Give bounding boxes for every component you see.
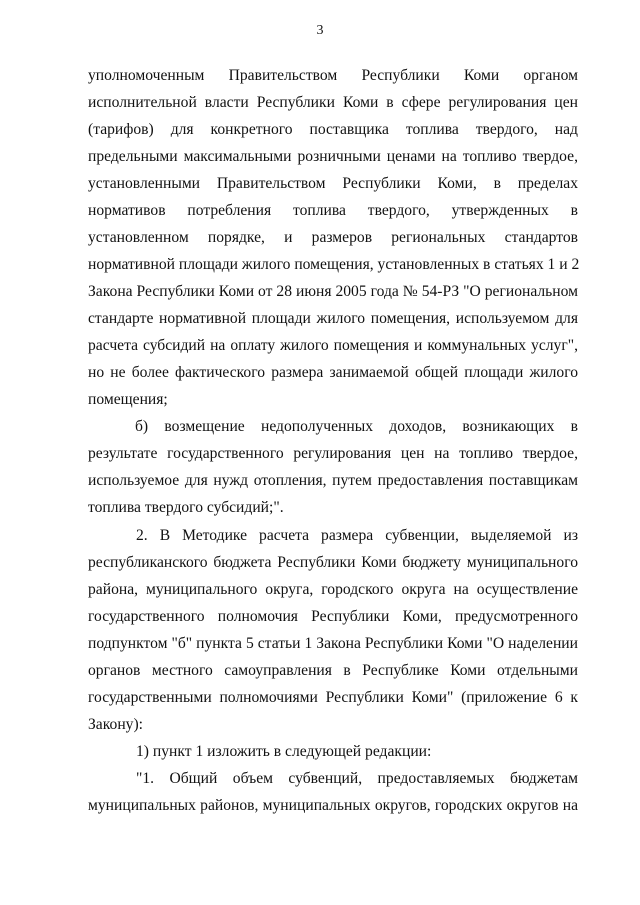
text-line: установленными Правительством Республики Коми, в пределах [88, 175, 578, 192]
text-line: подпунктом "б" пункта 5 статьи 1 Закона Республики Коми "О наделении [88, 635, 578, 652]
text-line: (тарифов) для конкретного поставщика топлива твердого, над [88, 121, 578, 138]
text-line: Закону): [88, 716, 143, 733]
text-line: топлива твердого субсидий;". [88, 499, 284, 516]
text-line: государственными полномочиями Республики Коми" (приложение 6 к [88, 689, 578, 706]
text-line: "1. Общий объем субвенций, предоставляемых бюджетам [136, 770, 578, 787]
text-line: предельными максимальными розничными ценами на топливо твердое, [88, 148, 578, 165]
text-line: используемое для нужд отопления, путем предоставления поставщикам [88, 472, 578, 489]
text-line: помещения; [88, 391, 168, 408]
text-line: нормативной площади жилого помещения, установленных в статьях 1 и 2 [88, 256, 580, 273]
text-line: расчета субсидий на оплату жилого помещения и коммунальных услуг", [88, 337, 578, 354]
text-line: государственного полномочия Республики Коми, предусмотренного [88, 608, 578, 625]
text-line: Закона Республики Коми от 28 июня 2005 года № 54-РЗ "О региональном [88, 283, 578, 300]
text-line: нормативов потребления топлива твердого, утвержденных в [88, 202, 578, 219]
page-number: 3 [316, 23, 324, 38]
text-line: исполнительной власти Республики Коми в сфере регулирования цен [88, 94, 578, 111]
text-line: 1) пункт 1 изложить в следующей редакции: [136, 743, 432, 760]
text-line: установленном порядке, и размеров региональных стандартов [88, 229, 578, 246]
text-line: б) возмещение недополученных доходов, возникающих в [135, 418, 578, 435]
text-line: но не более фактического размера занимаемой общей площади жилого [88, 364, 578, 381]
text-line: района, муниципального округа, городского округа на осуществление [88, 581, 578, 598]
text-line: муниципальных районов, муниципальных округов, городских округов на [88, 797, 578, 814]
text-line: уполномоченным Правительством Республики Коми органом [88, 67, 578, 84]
text-line: стандарте нормативной площади жилого помещения, используемом для [88, 310, 578, 327]
text-line: результате государственного регулирования цен на топливо твердое, [88, 445, 578, 462]
text-line: республиканского бюджета Республики Коми бюджету муниципального [88, 554, 578, 571]
text-line: органов местного самоуправления в Республике Коми отдельными [88, 662, 578, 679]
text-line: 2. В Методике расчета размера субвенции, выделяемой из [136, 527, 578, 544]
